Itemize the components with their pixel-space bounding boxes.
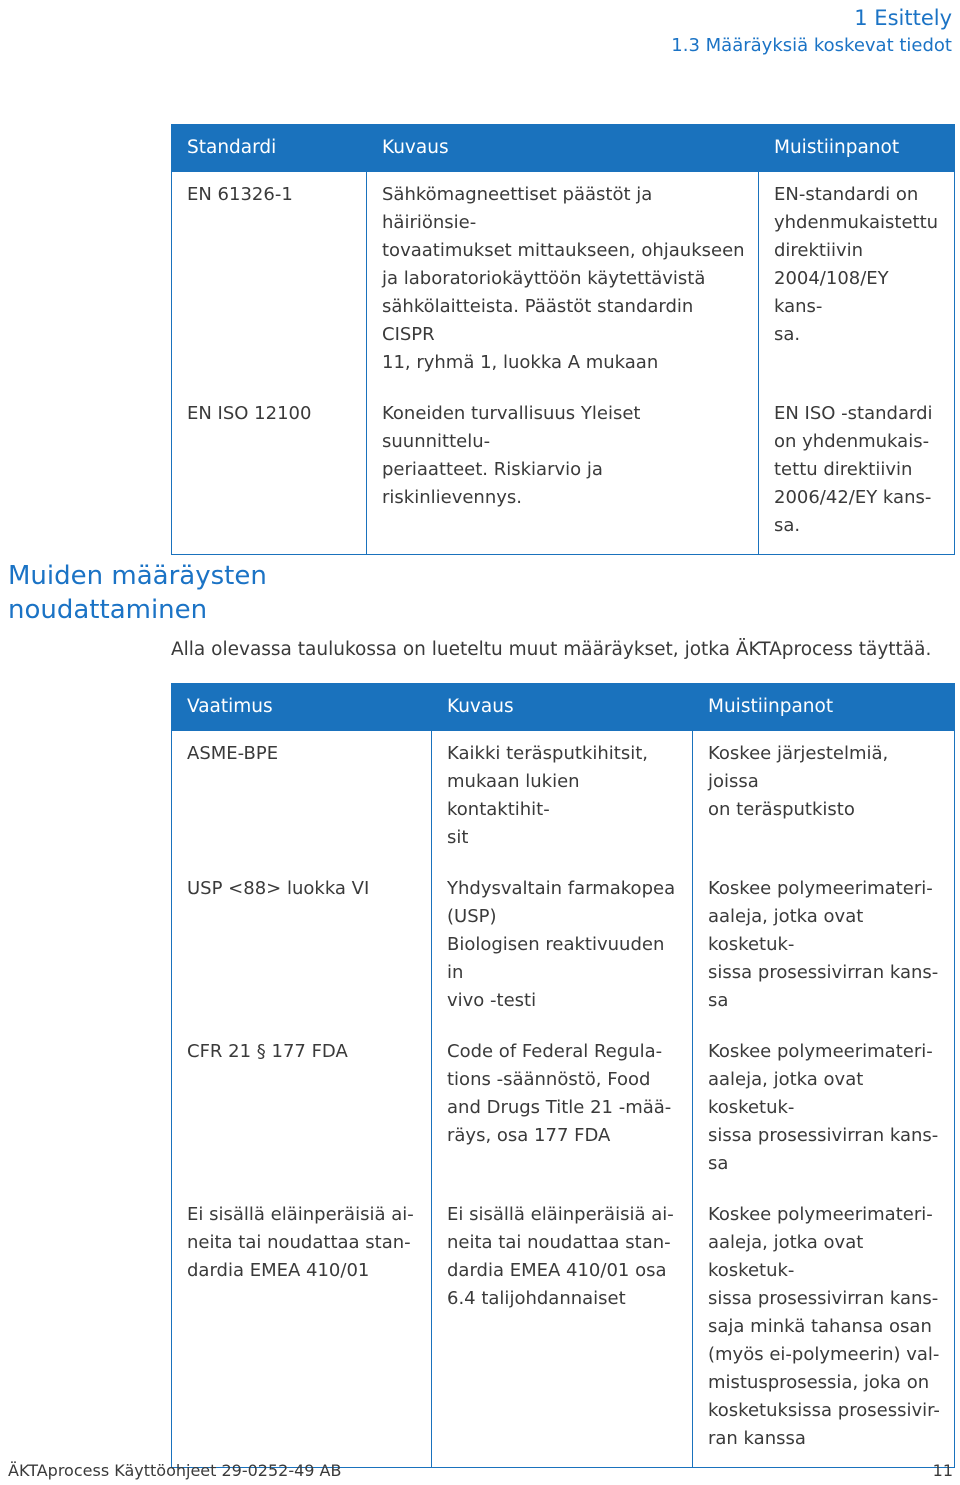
description-cell: Sähkömagneettiset päästöt ja häiriönsie- tovaatimukset mittaukseen, ohjaukseen ja laboratoriokäyttöön käytettävistä sähkölaitteista. Päästöt standardin CISPR 11, ryhmä 1, luokka A mukaan [367, 172, 759, 392]
section-title: 1.3 Määräyksiä koskevat tiedot [671, 35, 952, 56]
running-header [671, 4, 952, 60]
standard-cell: EN 61326-1 [172, 172, 367, 392]
table-row [172, 1029, 955, 1192]
column-header: Vaatimus [172, 684, 432, 731]
table-row [172, 391, 955, 555]
notes-cell: Koskee polymeerimateri- aaleja, jotka ovat kosketuk- sissa prosessivirran kans- sa [693, 1029, 955, 1192]
column-header: Standardi [172, 125, 367, 172]
table-header-row [172, 684, 955, 731]
requirement-cell: ASME-BPE [172, 731, 432, 867]
notes-cell: Koskee polymeerimateri- aaleja, jotka ovat kosketuk- sissa prosessivirran kans- saja minkä tahansa osan (myös ei-polymeerin) val- mistusprosessia, joka on kosketuksissa prosessivir- ran kanssa [693, 1192, 955, 1468]
table-header-row [172, 125, 955, 172]
section-intro: Alla olevassa taulukossa on lueteltu muut määräykset, jotka ÄKTAprocess täyttää. [171, 639, 932, 660]
table-row [172, 172, 955, 392]
notes-cell: Koskee polymeerimateri- aaleja, jotka ovat kosketuk- sissa prosessivirran kans- sa [693, 866, 955, 1029]
column-header: Kuvaus [367, 125, 759, 172]
requirement-cell: USP <88> luokka VI [172, 866, 432, 1029]
description-cell: Code of Federal Regula- tions -säännöstö, Food and Drugs Title 21 -mää- räys, osa 177 FDA [432, 1029, 693, 1192]
table-row [172, 866, 955, 1029]
notes-cell: Koskee järjestelmiä, joissa on teräsputkisto [693, 731, 955, 867]
description-cell: Ei sisällä eläinperäisiä ai- neita tai noudattaa stan- dardia EMEA 410/01 osa 6.4 talijohdannaiset [432, 1192, 693, 1468]
chapter-title: 1 Esittely [854, 6, 952, 30]
standards-table [171, 124, 955, 555]
description-cell: Koneiden turvallisuus Yleiset suunnittelu- periaatteet. Riskiarvio ja riskinlievennys. [367, 391, 759, 555]
requirement-cell: Ei sisällä eläinperäisiä ai- neita tai noudattaa stan- dardia EMEA 410/01 [172, 1192, 432, 1468]
description-cell: Yhdysvaltain farmakopea (USP) Biologisen reaktivuuden in vivo -testi [432, 866, 693, 1029]
description-cell: Kaikki teräsputkihitsit, mukaan lukien kontaktihit- sit [432, 731, 693, 867]
requirement-cell: CFR 21 § 177 FDA [172, 1029, 432, 1192]
notes-cell: EN ISO -standardi on yhdenmukais- tettu direktiivin 2006/42/EY kans- sa. [759, 391, 955, 555]
section-heading: Muiden määräysten noudattaminen [8, 561, 267, 625]
page-number: 11 [932, 1461, 953, 1480]
column-header: Muistiinpanot [693, 684, 955, 731]
standard-cell: EN ISO 12100 [172, 391, 367, 555]
column-header: Kuvaus [432, 684, 693, 731]
notes-cell: EN-standardi on yhdenmukaistettu direktiivin 2004/108/EY kans- sa. [759, 172, 955, 392]
table-row [172, 731, 955, 867]
footer-document-title: ÄKTAprocess Käyttöohjeet 29-0252-49 AB [8, 1461, 342, 1480]
table-row [172, 1192, 955, 1468]
requirements-table [171, 683, 955, 1468]
column-header: Muistiinpanot [759, 125, 955, 172]
